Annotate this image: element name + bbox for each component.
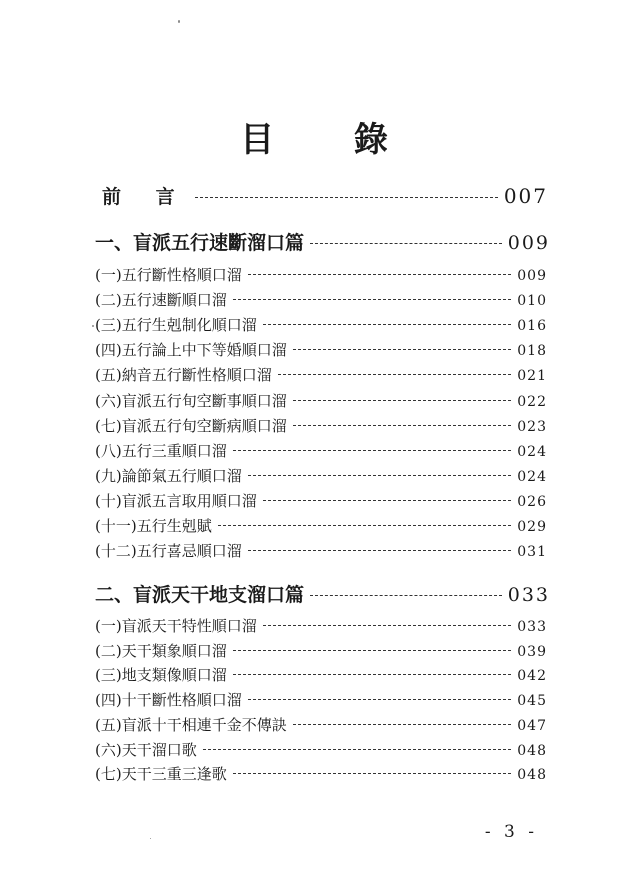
dot-leader	[310, 595, 502, 596]
dot-leader	[293, 349, 512, 350]
item-title: 盲派五言取用順口溜	[121, 491, 257, 510]
scan-speck	[178, 20, 180, 23]
item-title: 五行論上中下等婚順口溜	[121, 341, 287, 360]
dot-leader	[293, 425, 512, 426]
toc-item-row	[95, 465, 547, 486]
dot-leader	[248, 550, 512, 551]
item-number: (三)	[95, 666, 122, 685]
item-number: (四)	[95, 691, 122, 710]
item-number: (七)	[95, 416, 122, 435]
scan-speck	[92, 325, 94, 327]
dot-leader	[263, 324, 512, 325]
item-number: (五)	[95, 715, 122, 734]
item-title: 天干溜口歌	[121, 740, 197, 759]
page-number-footer: - 3 -	[484, 822, 538, 842]
item-number: (六)	[95, 391, 122, 410]
item-page-number: 010	[517, 293, 547, 310]
item-page-number: 048	[517, 767, 547, 784]
toc-item-row	[95, 739, 547, 760]
dot-leader	[293, 724, 512, 725]
dot-leader	[233, 650, 512, 651]
toc-item-row	[95, 415, 547, 436]
item-title: 地支類像順口溜	[121, 666, 227, 685]
item-number: (三)	[95, 316, 122, 335]
item-page-number: 048	[517, 742, 547, 759]
item-title: 論節氣五行順口溜	[121, 466, 242, 485]
item-title: 納音五行斷性格順口溜	[121, 366, 272, 385]
section-heading: 一、盲派五行速斷溜口篇	[95, 232, 305, 254]
toc-item-row	[95, 714, 547, 735]
toc-item-row	[95, 664, 547, 685]
dot-leader	[233, 450, 512, 451]
toc-item-row	[95, 763, 547, 784]
toc-item-row	[95, 440, 547, 461]
item-title: 五行速斷順口溜	[121, 291, 227, 310]
toc-preface-row	[102, 182, 548, 209]
dot-leader	[263, 625, 512, 626]
item-page-number: 016	[517, 318, 547, 335]
item-number: (二)	[95, 291, 122, 310]
toc-item-row	[95, 540, 547, 561]
dot-leader	[218, 525, 512, 526]
section-page-number: 033	[507, 584, 550, 606]
item-page-number: 018	[517, 343, 547, 360]
item-title: 盲派天干特性順口溜	[121, 617, 257, 635]
item-page-number: 023	[517, 418, 547, 435]
item-page-number: 039	[517, 643, 547, 660]
item-number: (六)	[95, 740, 122, 759]
dot-leader	[233, 773, 512, 774]
toc-item-row	[95, 689, 547, 710]
item-page-number: 033	[517, 619, 547, 635]
item-title: 五行斷性格順口溜	[121, 266, 242, 284]
item-page-number: 022	[517, 393, 547, 410]
item-number: (九)	[95, 466, 122, 485]
dot-leader	[293, 400, 512, 401]
item-number: (七)	[95, 765, 122, 784]
dot-leader	[310, 243, 502, 244]
item-title: 五行喜忌順口溜	[136, 542, 242, 561]
item-number: (五)	[95, 366, 122, 385]
page-title: 目 錄	[240, 120, 422, 160]
item-title: 五行三重順口溜	[121, 441, 227, 460]
item-page-number: 024	[517, 443, 547, 460]
toc-section-row	[95, 228, 550, 255]
item-title: 十干斷性格順口溜	[121, 691, 242, 710]
item-title: 天干類象順口溜	[121, 641, 227, 660]
toc-section-row	[95, 580, 550, 607]
toc-item-row	[95, 314, 547, 335]
toc-item-row	[95, 390, 547, 411]
dot-leader	[278, 374, 512, 375]
dot-leader	[263, 500, 512, 501]
item-title: 五行生剋制化順口溜	[121, 316, 257, 335]
toc-item-row	[95, 264, 547, 285]
section-page-number: 009	[507, 232, 550, 254]
item-page-number: 009	[517, 268, 547, 284]
dot-leader	[233, 674, 512, 675]
toc-item-row	[95, 339, 547, 360]
section-heading: 二、盲派天干地支溜口篇	[95, 584, 305, 606]
dot-leader	[195, 197, 498, 198]
item-title: 盲派五行旬空斷事順口溜	[121, 391, 287, 410]
item-number: (二)	[95, 641, 122, 660]
item-page-number: 026	[517, 493, 547, 510]
item-number: (十一)	[95, 517, 137, 535]
toc-item-row	[95, 364, 547, 385]
item-page-number: 042	[517, 668, 547, 685]
item-page-number: 024	[517, 468, 547, 485]
item-number: (一)	[95, 266, 122, 284]
toc-item-row	[95, 289, 547, 310]
item-title: 盲派十干相連千金不傳訣	[121, 715, 287, 734]
item-page-number: 021	[517, 368, 547, 385]
dot-leader	[248, 274, 512, 275]
toc-item-row	[95, 615, 547, 636]
preface-label: 前 言	[102, 186, 189, 208]
toc-item-row	[95, 640, 547, 661]
toc-item-row	[95, 490, 547, 511]
item-number: (一)	[95, 617, 122, 635]
dot-leader	[233, 299, 512, 300]
item-page-number: 029	[517, 519, 547, 535]
item-page-number: 045	[517, 693, 547, 710]
item-title: 五行生剋賦	[136, 517, 212, 535]
item-number: (八)	[95, 441, 122, 460]
item-title: 天干三重三逢歌	[121, 765, 227, 784]
item-number: (四)	[95, 341, 122, 360]
item-number: (十)	[95, 491, 122, 510]
item-title: 盲派五行旬空斷病順口溜	[121, 416, 287, 435]
scan-speck	[150, 838, 151, 839]
item-page-number: 031	[517, 544, 547, 561]
dot-leader	[248, 699, 512, 700]
dot-leader	[203, 749, 512, 750]
item-page-number: 047	[517, 717, 547, 734]
toc-item-row	[95, 515, 547, 536]
item-number: (十二)	[95, 542, 137, 561]
dot-leader	[248, 475, 512, 476]
preface-page-number: 007	[503, 184, 548, 208]
